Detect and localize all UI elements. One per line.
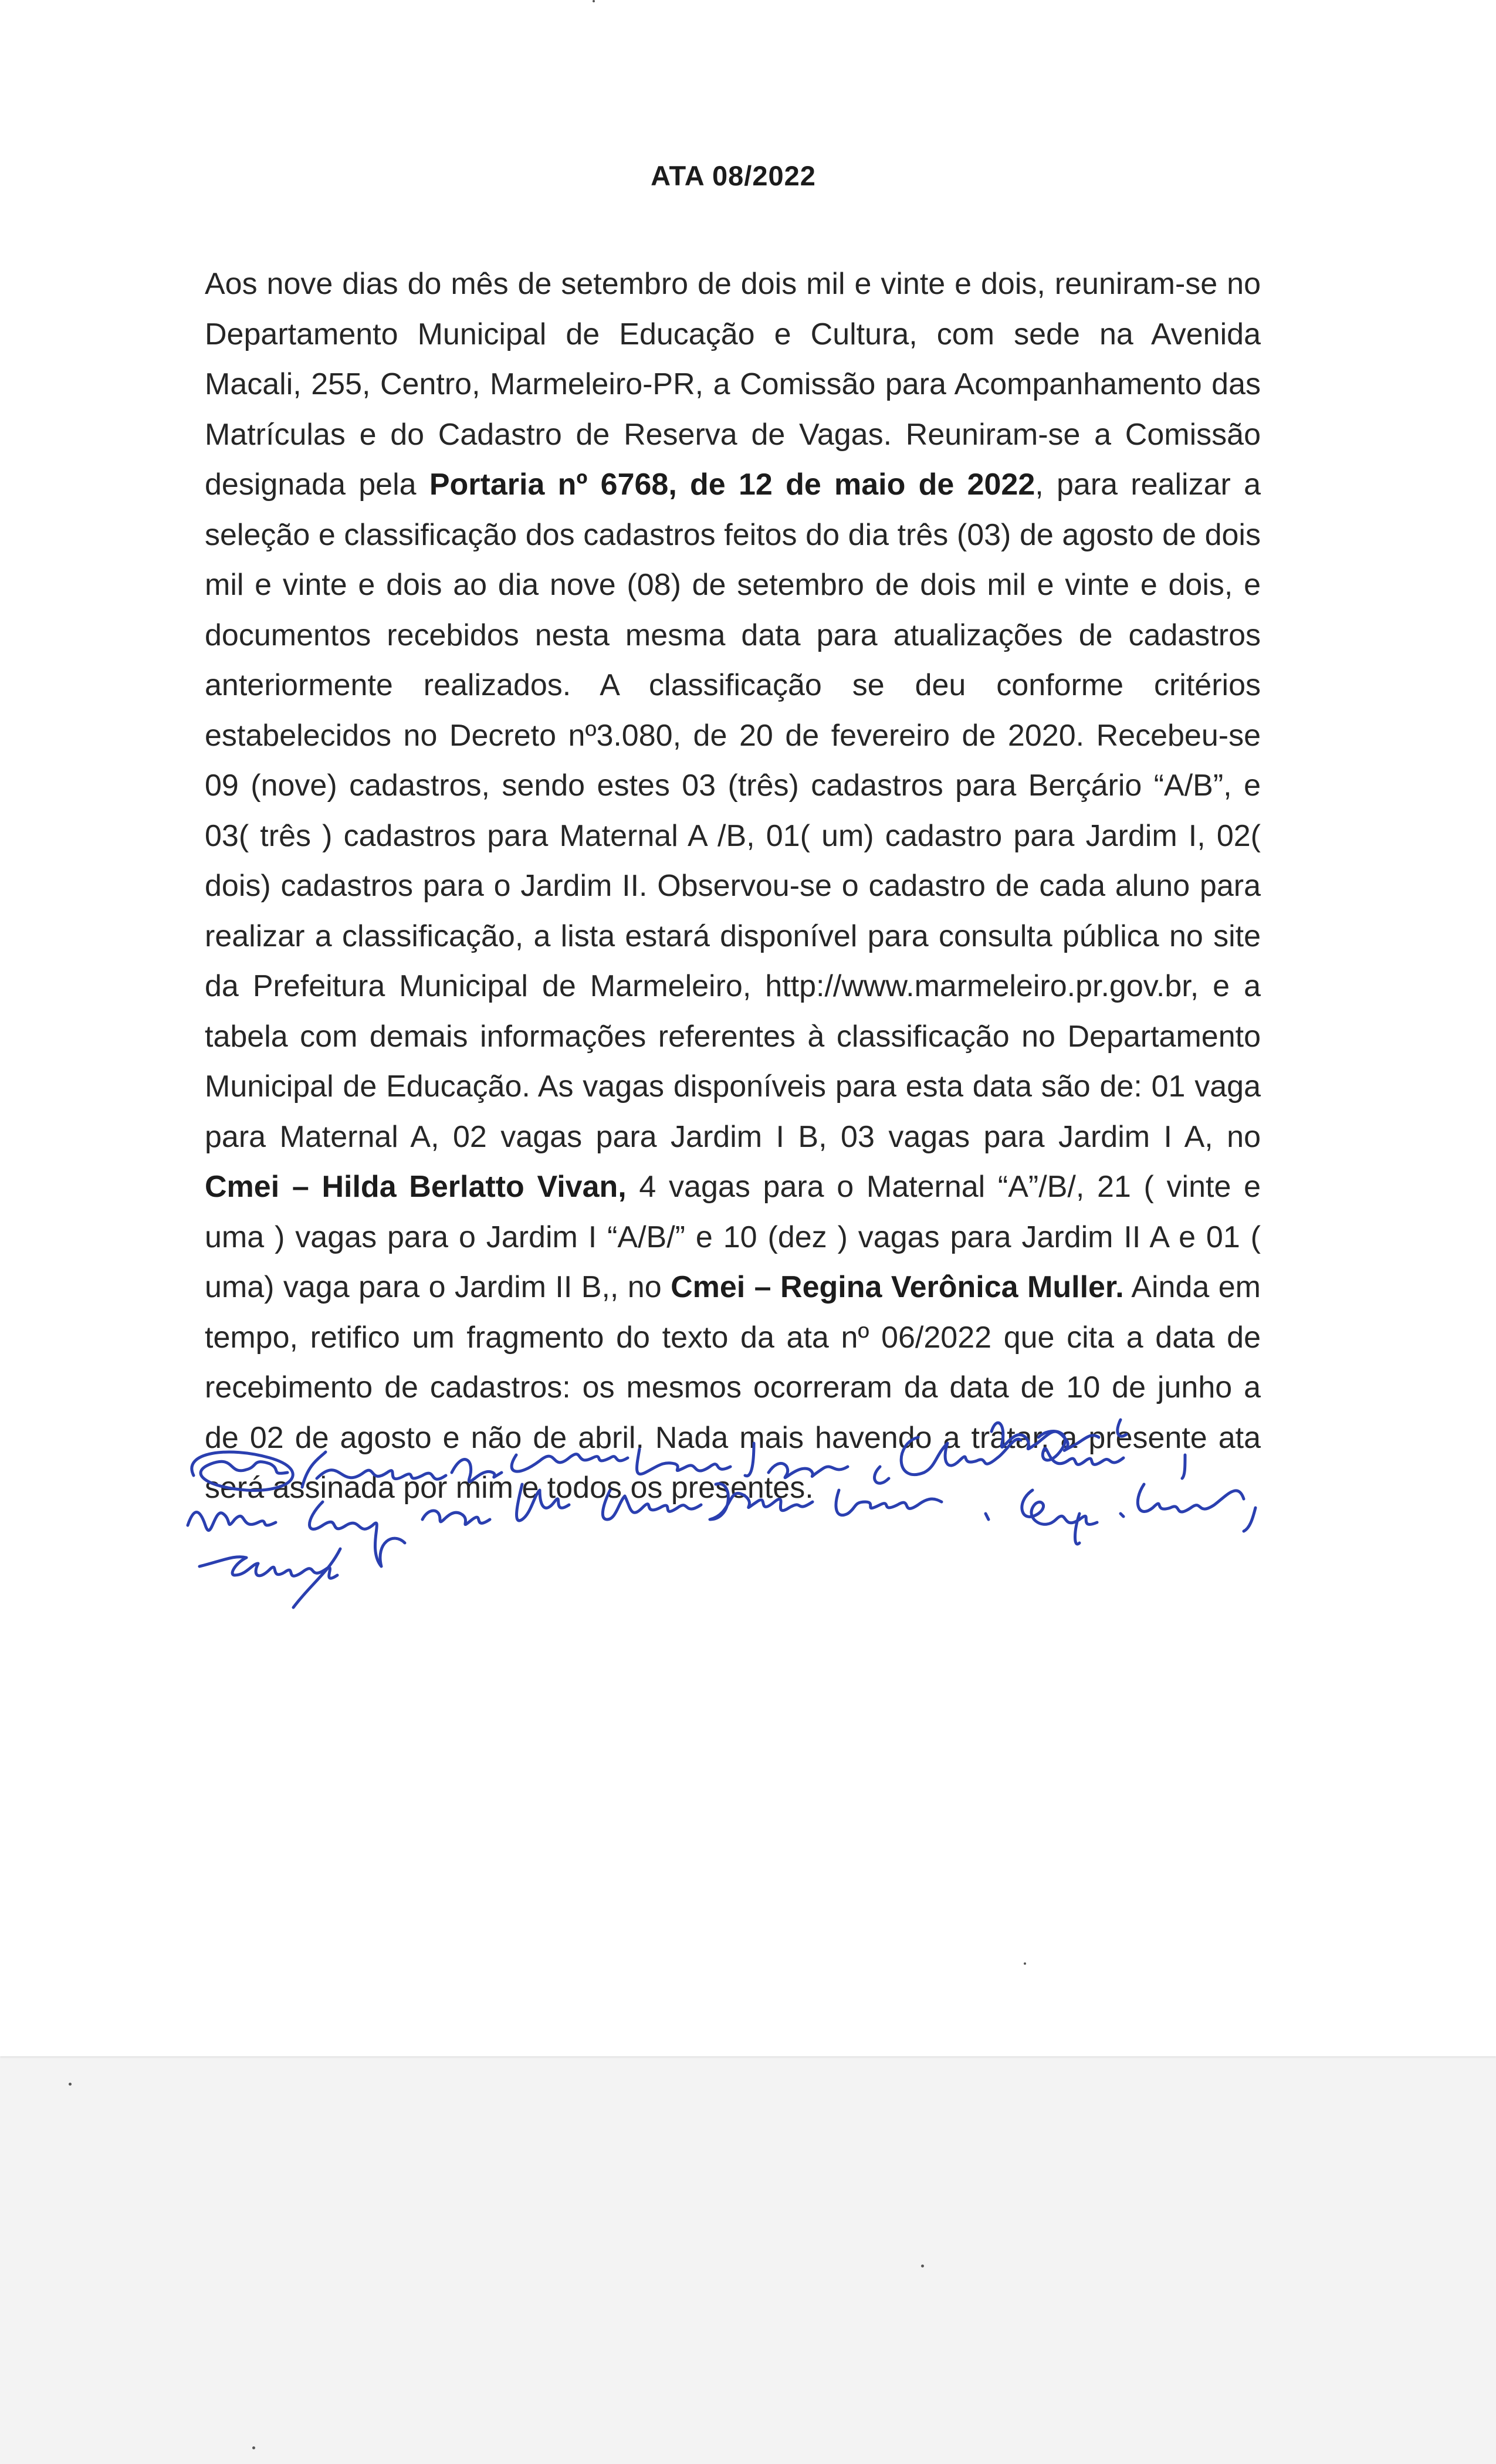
- document-body: [205, 259, 1261, 1514]
- portaria-reference: Portaria nº 6768, de 12 de maio de 2022: [429, 468, 1035, 502]
- scan-speck: [921, 2265, 924, 2267]
- scan-speck: [1024, 1962, 1026, 1965]
- scan-speck: [252, 2446, 255, 2449]
- scan-speck: [69, 2083, 72, 2086]
- body-text-part-1: Aos nove dias do mês de setembro de dois mil e vinte e dois, reuniram-se no Departamento Municipal de Educação e Cultura, com sede na Avenida Macali, 255, Centro, Marmeleiro-PR, a Comissão para Acompanhamento das Matrículas e do Cadastro de Reserva de Vagas. Reuniram-se a Comissão designada pela: [205, 267, 1261, 502]
- handwritten-signatures: [176, 1414, 1396, 1660]
- signatures-scribble: [176, 1414, 1396, 1660]
- body-text-part-4: Ainda em tempo, retifico um fragmento do texto da ata nº 06/2022 que cita a data de recebimento de cadastros: os mesmos ocorreram da data de 10 de junho a de 02 de agosto e não de abril. Nada mais havendo a tratar, a presente ata será assinada por mim e todos os presentes.: [205, 1270, 1261, 1505]
- scan-speck: [593, 0, 595, 2]
- cmei-regina-name: Cmei – Regina Verônica Muller.: [671, 1270, 1124, 1304]
- body-text-part-2: , para realizar a seleção e classificação dos cadastros feitos do dia três (03) de agosto de dois mil e vinte e dois ao dia nove (08) de setembro de dois mil e vinte e dois, e documentos recebidos nesta mesma data para atualizações de cadastros anteriormente realizados. A classificação se deu conforme critérios estabelecidos no Decreto nº3.080, de 20 de fevereiro de 2020. Recebeu-se 09 (nove) cadastros, sendo estes 03 (três) cadastros para Berçário “A/B”, e 03( três ) cadastros para Maternal A /B, 01( um) cadastro para Jardim I, 02( dois) cadastros para o Jardim II. Observou-se o cadastro de cada aluno para realizar a classificação, a lista estará disponível para consulta pública no site da Prefeitura Municipal de Marmeleiro, http://www.marmeleiro.pr.gov.br, e a tabela com demais informações referentes à classificação no Departamento Municipal de Educação. As vagas disponíveis para esta data são de: 01 vaga para Maternal A, 02 vagas para Jardim I B, 03 vagas para Jardim I A, no: [205, 468, 1261, 1154]
- cmei-hilda-name: Cmei – Hilda Berlatto Vivan,: [205, 1170, 627, 1204]
- body-text-part-3: 4 vagas para o Maternal “A”/B/, 21 ( vinte e uma ) vagas para o Jardim I “A/B/” e 10 (dez ) vagas para Jardim II A e 01 ( uma) vaga para o Jardim II B,, no: [205, 1170, 1261, 1304]
- document-title: ATA 08/2022: [651, 160, 816, 191]
